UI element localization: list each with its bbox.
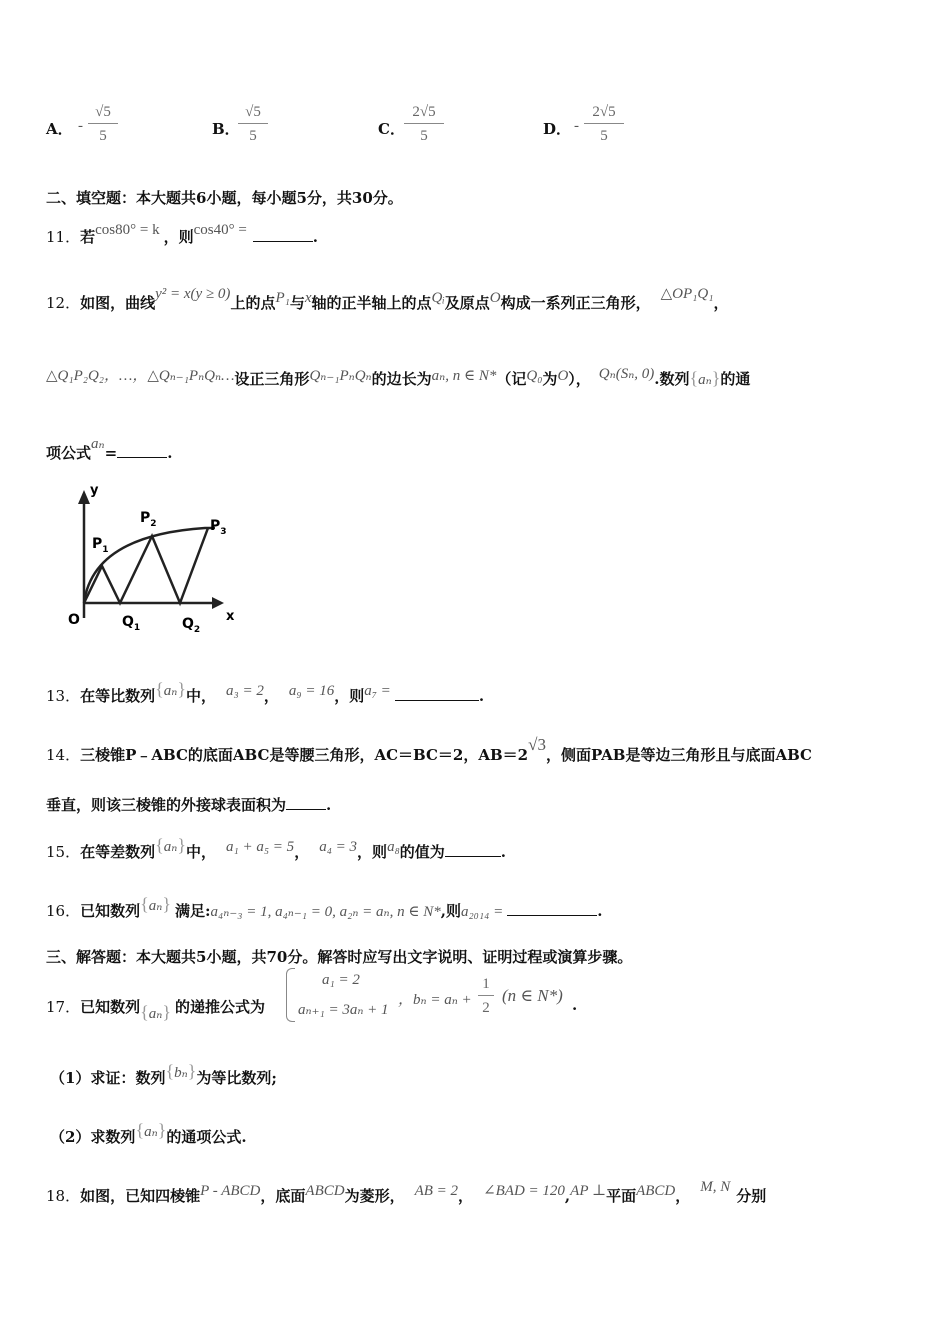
q12-t12: ）， [568, 370, 591, 388]
q13-t1: 在等比数列 [80, 687, 156, 705]
q14-t3: 垂直，则该三棱锥的外接球表面积为 [46, 796, 287, 814]
q16-end: . [597, 902, 603, 920]
question-12-line3 [46, 436, 173, 463]
q13-answer-blank [395, 700, 479, 701]
option-c-numerator: 2√5 [404, 104, 444, 124]
q17-half [478, 976, 494, 1017]
q11-end: . [312, 228, 319, 246]
q12-end: . [167, 444, 173, 462]
q11-expr1: cos80° = k [95, 222, 160, 238]
q18-t7: ， [675, 1187, 691, 1205]
q18-t3: 为菱形， [344, 1187, 405, 1205]
q12-e10: Q₀ [526, 368, 543, 384]
q12-e1: y² = x(y ≥ 0) [155, 286, 231, 302]
option-b-fraction [238, 104, 268, 145]
option-a-numerator: √5 [88, 104, 118, 124]
q12-e8: Qₙ₋₁PₙQₙ [309, 368, 372, 384]
question-14-line2 [46, 794, 331, 815]
q12-number: 12． [46, 294, 81, 312]
q2-label: $Q_2$ [182, 616, 201, 635]
q15-t4: ，则 [357, 843, 388, 861]
q16-e1: aₙ [148, 898, 163, 914]
q12-e2: P₁ [275, 290, 290, 306]
p1-label: $P_1$ [92, 536, 109, 555]
q15-answer-blank [445, 856, 501, 857]
q18-t1: 如图，已知四棱锥 [80, 1187, 201, 1205]
q15-number: 15． [46, 843, 81, 861]
q11-answer-blank [253, 241, 313, 242]
q12-t3: 与 [289, 294, 305, 312]
section3-heading: 三、解答题：本大题共5小题，共70分。解答时应写出文字说明、证明过程或演算步骤。 [46, 948, 633, 966]
q12-e6: △OP₁Q₁ [660, 286, 714, 302]
q12-t7: ， [713, 294, 729, 312]
q18-e2: ABCD [305, 1183, 345, 1199]
q18-e4: ∠BAD = 120 [483, 1183, 565, 1199]
p2-label: $P_2$ [140, 510, 157, 529]
y-label: y [90, 483, 99, 498]
q13-e2: a₃ = 2 [226, 683, 264, 699]
q18-e3: AB = 2 [414, 1183, 459, 1199]
q12-t11: 为 [542, 370, 558, 388]
q15-e4: a₈ [387, 839, 400, 855]
q13-e4: a₇ = [364, 683, 391, 699]
option-b-label: B． [212, 120, 240, 138]
option-a-label: A． [46, 120, 73, 138]
q17-half-num: 1 [478, 976, 494, 996]
q18-t4: ， [458, 1187, 474, 1205]
q17-p1-e: bₙ [174, 1065, 188, 1081]
q12-t14: 的通 [720, 370, 751, 388]
option-d-fraction [584, 104, 624, 145]
q12-e15: aₙ [91, 436, 105, 452]
q17-p1-label: （1）求证： [50, 1069, 136, 1087]
q12-e12: Qₙ(Sₙ, 0) [598, 366, 655, 382]
question-16: 16．已知数列{aₙ} 满足:a₄ₙ₋₃ = 1, a₄ₙ₋₁ = 0, a₂ₙ = aₙ, n ∈ N*,则a₂₀₁₄ = . [46, 894, 603, 920]
q12-t6: 构成一系列正三角形， [500, 294, 651, 312]
q16-t3: ,则 [440, 902, 461, 920]
q17-end: . [572, 996, 578, 1014]
option-d-numerator: 2√5 [584, 104, 624, 124]
p3-label: $P_3$ [210, 518, 227, 537]
q16-t1: 已知数列 [80, 902, 141, 920]
q18-number: 18． [46, 1187, 81, 1205]
q11-number: 11． [46, 228, 81, 246]
q16-e3: a₂₀₁₄ = [460, 904, 504, 920]
option-a-sign: - [78, 118, 83, 134]
q17-t1: 已知数列 [80, 998, 141, 1016]
x-axis-arrow [212, 597, 224, 609]
q14-t2: ，侧面PAB是等边三角形且与底面ABC [545, 746, 812, 764]
q12-t15: 项公式 [46, 444, 92, 462]
q12-t4: 轴的正半轴上的点 [311, 294, 432, 312]
q13-e3: a₉ = 16 [288, 683, 335, 699]
q17-system-brace [286, 968, 295, 1022]
q12-t16: = [104, 444, 118, 462]
x-label: x [226, 609, 235, 624]
q15-t1: 在等差数列 [80, 843, 156, 861]
q17-domain: (n ∈ N*) [502, 986, 563, 1005]
question-11 [46, 222, 319, 247]
q18-t8: 分别 [736, 1187, 767, 1205]
option-a-denominator: 5 [99, 128, 107, 144]
q15-end: . [500, 843, 507, 861]
q16-number: 16． [46, 902, 81, 920]
question-14-line1 [46, 735, 812, 765]
q12-e5: O [489, 290, 501, 306]
q12-e3: x [304, 290, 312, 306]
q17-system-eq2: aₙ₊₁ = 3aₙ + 1 [298, 1002, 389, 1018]
question-13: 13．在等比数列{aₙ}中， a₃ = 2， a₉ = 16，则a₇ = . [46, 679, 485, 705]
section2-heading: 二、填空题：本大题共6小题，每小题5分，共30分。 [46, 189, 403, 207]
q17-p1-t1: 数列 [135, 1069, 166, 1087]
q15-t2: 中， [185, 843, 216, 861]
q1-label: $Q_1$ [122, 614, 141, 633]
q17-p1-t2: 为等比数列; [196, 1069, 277, 1087]
q12-e4: Qᵢ [431, 290, 445, 306]
q17-system-eq1: a₁ = 2 [322, 972, 360, 988]
q15-t5: 的值为 [399, 843, 445, 861]
option-b-numerator: √5 [238, 104, 268, 124]
q16-answer-blank [507, 915, 597, 916]
q17-number: 17． [46, 998, 81, 1016]
q12-t9: 的边长为 [371, 370, 432, 388]
q12-t2: 上的点 [230, 294, 276, 312]
q12-e7: △Q₁P₂Q₂，…，△Qₙ₋₁PₙQₙ… [46, 368, 235, 384]
option-d-sign: - [574, 118, 579, 134]
q12-e13: aₙ [698, 372, 712, 388]
q18-t6: 平面 [606, 1187, 637, 1205]
q13-e1: aₙ [163, 683, 178, 699]
q14-answer-blank [286, 809, 326, 810]
origin-label: O [68, 612, 80, 628]
question-12-line1 [46, 286, 729, 313]
q17-half-den: 2 [482, 1000, 490, 1016]
q13-number: 13． [46, 687, 81, 705]
q12-t10: （记 [496, 370, 527, 388]
q17-p2-label: （2）求数列 [50, 1128, 136, 1146]
q12-t1: 如图，曲线 [80, 294, 156, 312]
q12-e11: O [557, 368, 569, 384]
q13-t3: ， [263, 687, 279, 705]
option-d-denominator: 5 [600, 128, 608, 144]
q14-t1: 三棱锥P﹣ABC的底面ABC是等腰三角形，AC＝BC＝2，AB＝2 [80, 746, 529, 764]
question-18 [46, 1179, 767, 1206]
q17-p2-t: 的通项公式. [166, 1128, 247, 1146]
q13-t2: 中， [185, 687, 216, 705]
q14-number: 14． [46, 746, 81, 764]
q17-part1: （1）求证：数列{bₙ}为等比数列; [50, 1061, 277, 1087]
q11-text2: ，则 [163, 228, 194, 246]
q12-t8: 设正三角形 [234, 370, 310, 388]
option-b-denominator: 5 [249, 128, 257, 144]
option-c-fraction [404, 104, 444, 145]
question-17: 17．已知数列{aₙ} 的递推公式为 [46, 998, 265, 1022]
q17-p2-e: aₙ [144, 1124, 158, 1140]
y-axis-arrow [78, 490, 90, 504]
question-15: 15．在等差数列{aₙ}中， a₁ + a₅ = 5， a₄ = 3，则a₈的值为 . [46, 835, 507, 861]
q15-t3: ， [294, 843, 310, 861]
q18-e5: AP ⊥ [570, 1183, 607, 1199]
option-c-label: C． [378, 120, 405, 138]
q15-e3: a₄ = 3 [319, 839, 358, 855]
q16-t2: 满足: [174, 902, 211, 920]
q13-t4: ，则 [334, 687, 365, 705]
q18-e6: ABCD [636, 1183, 676, 1199]
option-d-label: D． [543, 120, 572, 138]
q14-e1: √3 [528, 735, 546, 754]
q16-e2: a₄ₙ₋₃ = 1, a₄ₙ₋₁ = 0, a₂ₙ = aₙ, n ∈ N* [210, 904, 441, 920]
q18-t2: ，底面 [260, 1187, 306, 1205]
q12-t13: .数列 [654, 370, 690, 388]
q12-answer-blank [117, 457, 167, 458]
q17-bn-def: ，bₙ = aₙ + [398, 992, 472, 1008]
q14-end: . [326, 796, 332, 814]
q18-t5: , [564, 1187, 571, 1205]
q11-expr2: cos40° = [193, 222, 247, 238]
q18-e1: P - ABCD [200, 1183, 261, 1199]
q12-e9: aₙ, n ∈ N* [431, 368, 497, 384]
q15-e1: aₙ [163, 839, 178, 855]
option-a-fraction [88, 104, 118, 145]
q18-e7: M, N [700, 1179, 731, 1195]
q17-t2: 的递推公式为 [174, 998, 265, 1016]
q15-e2: a₁ + a₅ = 5 [226, 839, 295, 855]
question-12-line2: △Q₁P₂Q₂，…，△Qₙ₋₁PₙQₙ…设正三角形Qₙ₋₁PₙQₙ的边长为aₙ, n ∈ N*（记Q₀为O）， Qₙ(Sₙ, 0).数列{aₙ}的通 [46, 366, 751, 388]
q12-t5: 及原点 [444, 294, 490, 312]
q11-text1: 若 [80, 228, 96, 246]
option-c-denominator: 5 [420, 128, 428, 144]
q17-e1: aₙ [148, 1006, 163, 1022]
triangle-figure [50, 478, 270, 638]
q13-end: . [478, 687, 485, 705]
q17-part2: （2）求数列{aₙ}的通项公式. [50, 1120, 247, 1146]
